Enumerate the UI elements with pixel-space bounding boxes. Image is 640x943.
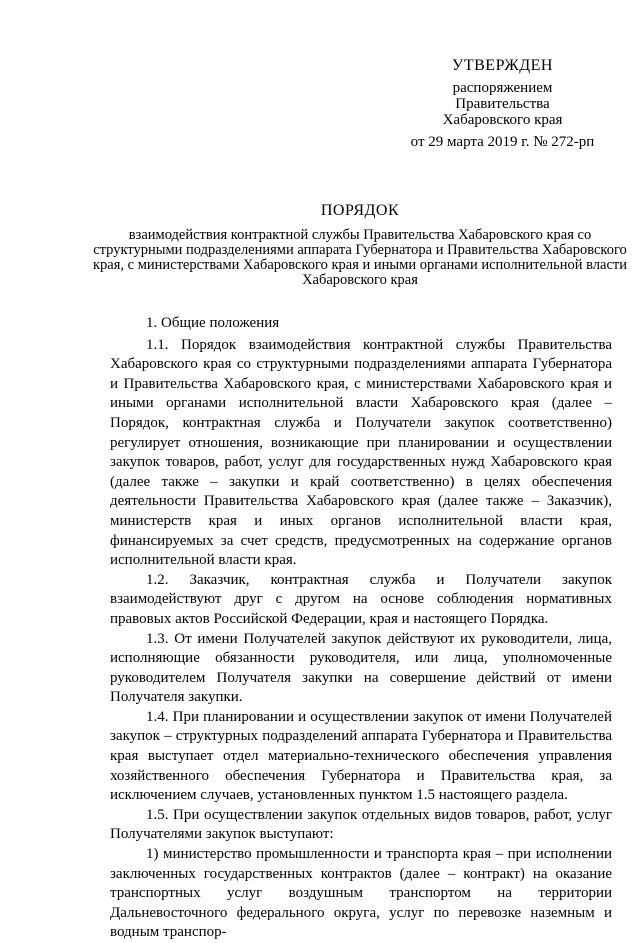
paragraph: 1.5. При осуществлении закупок отдельных видов товаров, работ, услуг Получателями закупок выступают: [110, 806, 612, 843]
paragraph: 1.1. Порядок взаимодействия контрактной службы Правительства Хабаровского края со структурными подразделениями аппарата Губернатора и Правительства Хабаровского края, с министерствами Хабаровского края и иными органами исполнительной власти Хабаровского края (далее – Порядок, контрактная служба и Получатели закупок соответственно) регулирует отношения, возникающие при планировании и осуществлении закупок товаров, работ, услуг для государственных нужд Хабаровского края (далее также – закупки и край соответственно) в целях обеспечения деятельности Правительства Хабаровского края (далее также – Заказчик), министерств края и иных органов исполнительной власти края, финансируемых за счет средств, предусмотренных на содержание органов исполнительной власти края. [110, 336, 612, 569]
document-title: ПОРЯДОК [320, 202, 400, 219]
approval-block [400, 58, 605, 150]
approval-line: Хабаровского края [442, 112, 563, 128]
document-subtitle: взаимодействия контрактной службы Правительства Хабаровского края со структурными подразделениями аппарата Губернатора и Правительства Хабаровского края, с министерствами Хабаровского края и иными органами исполнительной власти Хабаровского края [92, 227, 627, 288]
paragraph: 1.4. При планировании и осуществлении закупок от имени Получателей закупок – структурных подразделений аппарата Губернатора и Правительства края выступает отдел материально-технического обеспечения управления хозяйственного обеспечения Губернатора и Правительства края, за исключением случаев, установленных пунктом 1.5 настоящего раздела. [110, 708, 612, 804]
paragraph: 1.2. Заказчик, контрактная служба и Получатели закупок взаимодействуют друг с другом на основе соблюдения нормативных правовых актов Российской Федерации, края и настоящего Порядка. [110, 571, 612, 627]
section-heading: 1. Общие положения [146, 315, 280, 331]
approval-date: от 29 марта 2019 г. № 272-рп [410, 134, 595, 150]
approval-line: Правительства [455, 96, 550, 112]
paragraph: 1.3. От имени Получателей закупок действуют их руководители, лица, исполняющие обязанности руководителя, или лица, уполномоченные руководителем Получателя закупки на совершение действий от имени Получателя закупки. [110, 630, 612, 706]
approval-stamp: УТВЕРЖДЕН [452, 57, 553, 74]
document-body [110, 314, 612, 943]
paragraph: 1) министерство промышленности и транспорта края – при исполнении заключенных государственных контрактов (далее – контракт) на оказание транспортных услуг воздушным транспортом на территории Дальневосточного федерального округа, услуг по перевозке наземным и водным транспор- [110, 846, 612, 941]
approval-line: распоряжением [452, 80, 553, 96]
